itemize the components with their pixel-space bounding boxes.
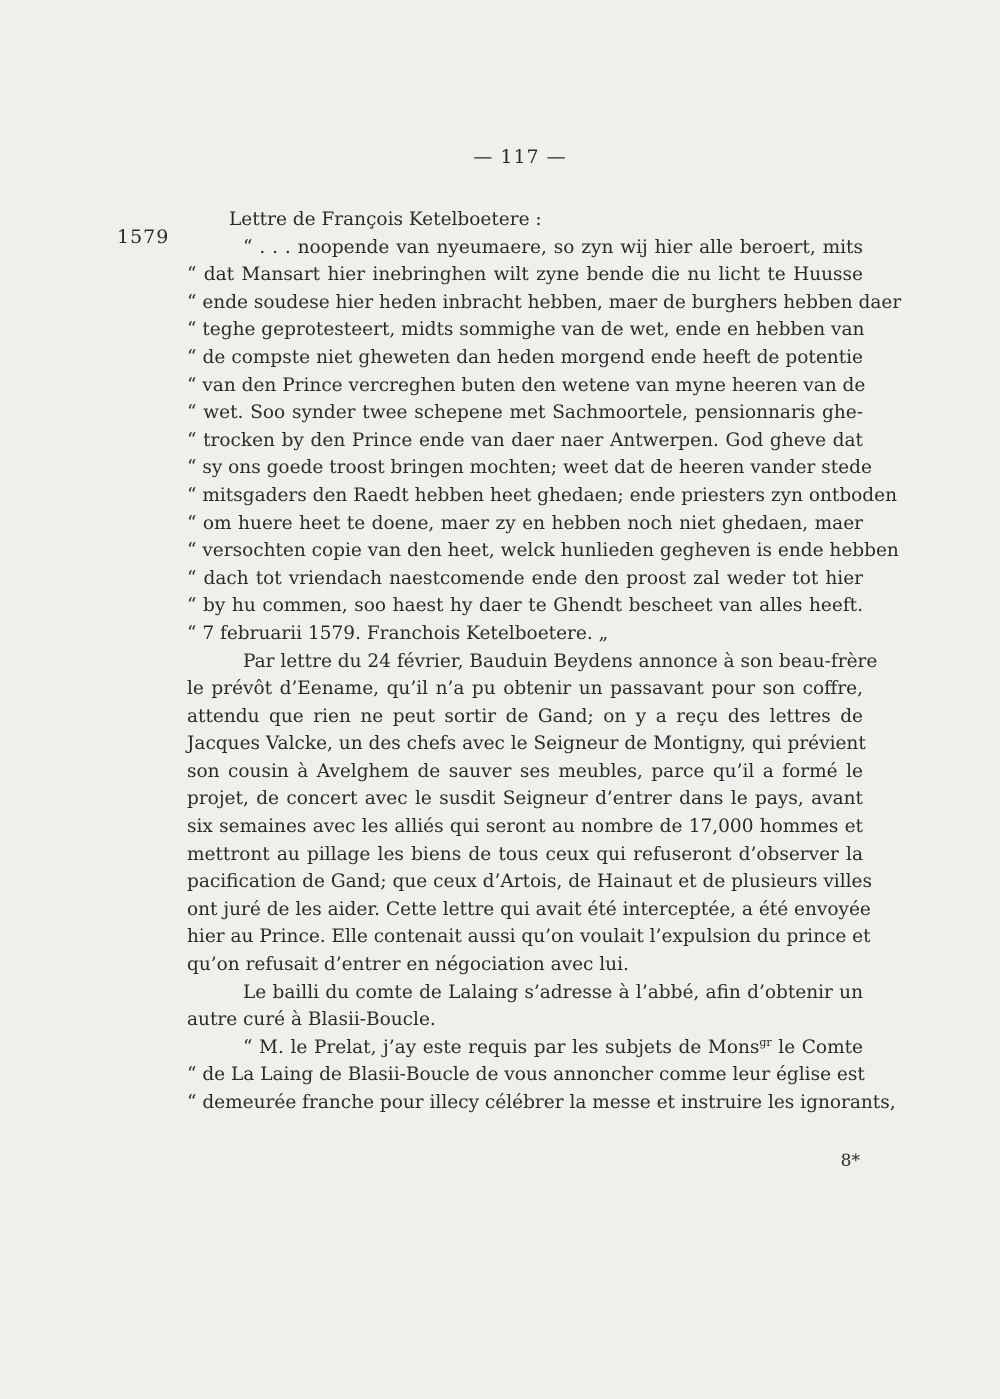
- body-text: [187, 206, 902, 1117]
- paragraph-line: Jacques Valcke, un des chefs avec le Seigneur de Montigny, qui prévient: [187, 733, 866, 755]
- paragraph-line: attendu que rien ne peut sortir de Gand; on y a reçu des lettres de: [187, 705, 863, 727]
- paragraph-line: ont juré de les aider. Cette lettre qui avait été interceptée, a été envoyée: [187, 898, 871, 920]
- letter-line: “ om huere heet te doene, maer zy en hebben noch niet ghedaen, maer: [187, 512, 863, 534]
- letter-line: “ de compste niet gheweten dan heden morgend ende heeft de potentie: [187, 346, 863, 368]
- letter-line: “ . . . noopende van nyeumaere, so zyn wij hier alle beroert, mits: [243, 236, 863, 258]
- letter-line: “ by hu commen, soo haest hy daer te Ghendt bescheet van alles heeft.: [187, 595, 863, 617]
- paragraph-line: projet, de concert avec le susdit Seigneur d’entrer dans le pays, avant: [187, 788, 863, 810]
- paragraph-line: pacification de Gand; que ceux d’Artois, de Hainaut et de plusieurs villes: [187, 871, 872, 893]
- paragraph-line: Le bailli du comte de Lalaing s’adresse à l’abbé, afin d’obtenir un: [243, 981, 863, 1003]
- margin-year: 1579: [117, 226, 170, 248]
- letter-line: “ ende soudese hier heden inbracht hebben, maer de burghers hebben daer: [187, 291, 902, 313]
- letter-heading: Lettre de François Ketelboetere :: [229, 209, 542, 230]
- letter-line: “ sy ons goede troost bringen mochten; weet dat de heeren vander stede: [187, 457, 872, 479]
- quote-line: “ de La Laing de Blasii-Boucle de vous annoncher comme leur église est: [187, 1064, 865, 1086]
- letter-line: “ van den Prince vercreghen buten den wetene van myne heeren van de: [187, 374, 866, 396]
- quote-line: “ demeurée franche pour illecy célébrer la messe et instruire les ignorants,: [187, 1092, 896, 1113]
- letter-line: “ mitsgaders den Raedt hebben heet ghedaen; ende priesters zyn ontboden: [187, 484, 898, 506]
- paragraph-line: hier au Prince. Elle contenait aussi qu’on voulait l’expulsion du prince et: [187, 926, 871, 948]
- paragraph-line: six semaines avec les alliés qui seront au nombre de 17,000 hommes et: [187, 816, 863, 838]
- paragraph-line: Par lettre du 24 février, Bauduin Beydens annonce à son beau-frère: [243, 650, 878, 672]
- letter-line: “ dach tot vriendach naestcomende ende den proost zal weder tot hier: [187, 567, 863, 589]
- letter-line: “ teghe geprotesteert, midts sommighe van de wet, ende en hebben van: [187, 319, 865, 341]
- page-number: — 117 —: [473, 146, 567, 168]
- superscript-abbrev: gr: [759, 1035, 772, 1049]
- letter-line: “ wet. Soo synder twee schepene met Sachmoortele, pensionnaris ghe-: [187, 402, 863, 424]
- paragraph-line: mettront au pillage les biens de tous ceux qui refuseront d’observer la: [187, 843, 863, 865]
- signature-mark: 8*: [840, 1151, 860, 1171]
- paragraph-line: le prévôt d’Eename, qu’il n’a pu obtenir un passavant pour son coffre,: [187, 678, 863, 700]
- paragraph-line: qu’on refusait d’entrer en négociation avec lui.: [187, 954, 629, 976]
- paragraph-line: son cousin à Avelghem de sauver ses meubles, parce qu’il a formé le: [187, 760, 863, 782]
- quote-text: “ M. le Prelat, j’ay este requis par les subjets de Mons: [243, 1036, 760, 1058]
- quote-line-with-superscript: [187, 1034, 863, 1062]
- paragraph-line: autre curé à Blasii-Boucle.: [187, 1009, 436, 1031]
- letter-line: “ 7 februarii 1579. Franchois Ketelboetere. „: [187, 622, 609, 644]
- letter-line: “ dat Mansart hier inebringhen wilt zyne bende die nu licht te Huusse: [187, 264, 863, 286]
- quote-text: le Comte: [771, 1036, 863, 1058]
- letter-line: “ trocken by den Prince ende van daer naer Antwerpen. God gheve dat: [187, 429, 863, 451]
- letter-line: “ versochten copie van den heet, welck hunlieden gegheven is ende hebben: [187, 540, 899, 562]
